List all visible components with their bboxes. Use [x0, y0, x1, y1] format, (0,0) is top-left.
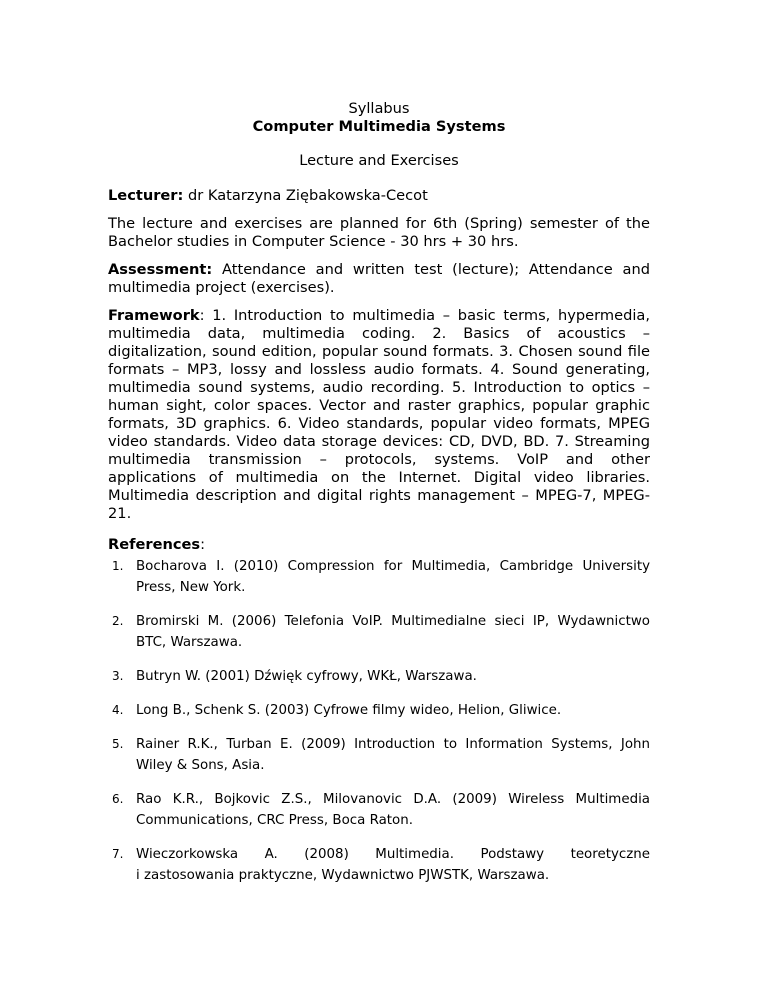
- reference-item: [108, 789, 650, 831]
- reference-number: 7.: [112, 847, 124, 861]
- reference-item: [108, 666, 650, 687]
- reference-number: 4.: [112, 703, 124, 717]
- reference-text: Wieczorkowska A. (2008) Multimedia. Podstawy teoretyczne: [136, 847, 650, 862]
- reference-item: [108, 556, 650, 598]
- framework-paragraph: [108, 307, 650, 523]
- planned-paragraph: The lecture and exercises are planned for 6th (Spring) semester of the Bachelor studies in Computer Science - 30 hrs + 30 hrs.: [108, 215, 650, 250]
- course-title: Computer Multimedia Systems: [252, 118, 506, 135]
- reference-item: [108, 611, 650, 653]
- assessment-label: Assessment:: [108, 261, 213, 278]
- doc-header: [108, 100, 650, 170]
- reference-text: Long B., Schenk S. (2003) Cyfrowe filmy wideo, Helion, Gliwice.: [136, 703, 562, 718]
- references-colon: :: [200, 536, 206, 553]
- reference-number: 2.: [112, 614, 124, 628]
- reference-text: Bromirski M. (2006) Telefonia VoIP. Multimedialne sieci IP, Wydawnictwo BTC, Warszawa.: [136, 614, 650, 650]
- reference-item: [108, 700, 650, 721]
- lecturer-value: dr Katarzyna Ziębakowska-Cecot: [183, 187, 428, 204]
- reference-number: 3.: [112, 669, 124, 683]
- assessment-paragraph: [108, 261, 650, 297]
- reference-item: [108, 734, 650, 776]
- course-type: Lecture and Exercises: [299, 152, 459, 169]
- syllabus-document: [108, 100, 650, 886]
- assessment-value: Attendance and written test (lecture); Attendance and multimedia project (exercises).: [108, 261, 650, 296]
- reference-text-continued: i zastosowania praktyczne, Wydawnictwo PJWSTK, Warszawa.: [136, 868, 550, 883]
- reference-number: 1.: [112, 559, 124, 573]
- reference-number: 5.: [112, 737, 124, 751]
- reference-text: Rainer R.K., Turban E. (2009) Introduction to Information Systems, John Wiley & Sons, Asia.: [136, 737, 650, 773]
- references-label: References: [108, 536, 201, 553]
- lecturer-label: Lecturer:: [108, 187, 184, 204]
- references-heading: [108, 536, 650, 554]
- reference-text: Butryn W. (2001) Dźwięk cyfrowy, WKŁ, Warszawa.: [136, 669, 477, 684]
- reference-text: Rao K.R., Bojkovic Z.S., Milovanovic D.A. (2009) Wireless Multimedia Communications, CRC Press, Boca Raton.: [136, 792, 650, 828]
- reference-item: [108, 844, 650, 886]
- framework-label: Framework: [108, 307, 200, 324]
- framework-value: : 1. Introduction to multimedia – basic terms, hypermedia, multimedia data, multimedia coding. 2. Basics of acoustics – digitalization, sound edition, popular sound formats. 3. Chosen sound file formats – MP3, lossy and lossless audio formats. 4. Sound generating, multimedia sound systems, audio recording. 5. Introduction to optics – human sight, color spaces. Vector and raster graphics, popular graphic formats, 3D graphics. 6. Video standards, popular video formats, MPEG video standards. Video data storage devices: CD, DVD, BD. 7. Streaming multimedia transmission – protocols, systems. VoIP and other applications of multimedia on the Internet. Digital video libraries. Multimedia description and digital rights management – MPEG-7, MPEG-21.: [108, 307, 650, 522]
- references-list: [108, 556, 650, 886]
- header-syllabus: Syllabus: [348, 100, 410, 117]
- lecturer-line: [108, 187, 650, 205]
- reference-text: Bocharova I. (2010) Compression for Multimedia, Cambridge University Press, New York.: [136, 559, 650, 595]
- reference-number: 6.: [112, 792, 124, 806]
